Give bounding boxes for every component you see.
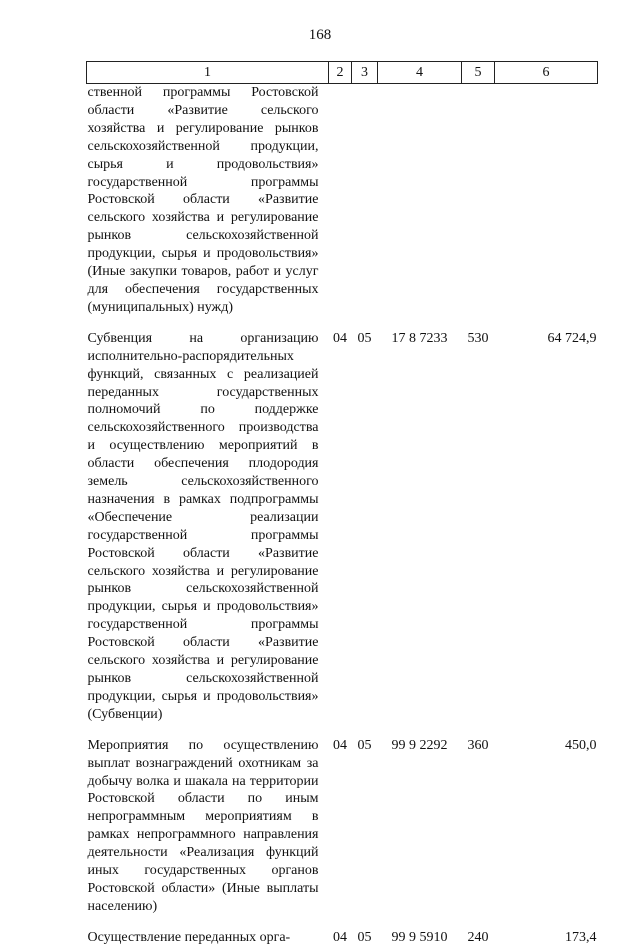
row-target-article [378,84,462,330]
table-body [87,84,598,947]
table-header [87,62,598,84]
row-section: 04 [333,737,347,753]
budget-table [86,61,598,947]
column-header-1: 1 [87,62,329,84]
table-row [87,737,598,929]
table-row [87,84,598,330]
table-row [87,330,598,737]
row-amount: 173,4 [565,929,597,945]
column-header-4: 4 [378,62,462,84]
row-target-article: 17 8 7233 [391,330,448,346]
row-section [329,84,352,330]
row-subsection [352,84,378,330]
row-target-article: 99 9 5910 [391,929,448,945]
page-number: 168 [308,27,332,43]
column-header-3: 3 [352,62,378,84]
row-amount [495,84,598,330]
row-subsection: 05 [357,330,372,346]
row-amount: 64 724,9 [547,330,597,346]
row-expense-type: 360 [467,737,489,753]
row-description: Субвенция на организацию исполнительно-распорядительных функций, связанных с реализацией переданных государственных полномочий по поддержке сельскохозяйственного производства и осуществлению мероприятий в области обеспечения плодородия земель сельскохозяйственного назначения в рамках подпрограммы «Обеспечение реализации государственной программы Ростовской области «Развитие сельского хозяйства и регулирование рынков сельскохозяйственной продукции, сырья и продовольствия» государственной программы Ростовской области «Развитие сельского хозяйства и регулирование рынков сельскохозяйственной продукции, сырья и продовольствия» (Субвенции) [87,330,319,722]
row-description: Осуществление переданных орга- [87,929,291,945]
column-header-2: 2 [329,62,352,84]
row-subsection: 05 [357,737,372,753]
table-row [87,929,598,947]
row-section: 04 [333,330,347,346]
row-subsection: 05 [357,929,372,945]
column-header-5: 5 [462,62,495,84]
row-expense-type: 530 [467,330,489,346]
row-amount: 450,0 [565,737,597,753]
row-section: 04 [333,929,347,945]
row-description: Мероприятия по осуществлению выплат вознаграждений охотникам за добычу волка и шакала на территории Ростовской области по иным непрограммным мероприятиям в рамках непрограммного направления деятельности «Реализация функций иных государственных органов Ростовской области» (Иные выплаты населению) [87,737,319,914]
row-target-article: 99 9 2292 [391,737,448,753]
row-expense-type [462,84,495,330]
header-row [87,62,598,84]
column-header-6: 6 [495,62,598,84]
row-description: ственной программы Ростовской области «Развитие сельского хозяйства и регулирование рынков сельскохозяйственной продукции, сырья и продовольствия» государственной программы Ростовской области «Развитие сельского хозяйства и регулирование рынков сельскохозяйственной продукции, сырья и продовольствия» (Иные закупки товаров, работ и услуг для обеспечения государственных (муниципальных) нужд) [87,85,319,315]
row-expense-type: 240 [467,929,489,945]
